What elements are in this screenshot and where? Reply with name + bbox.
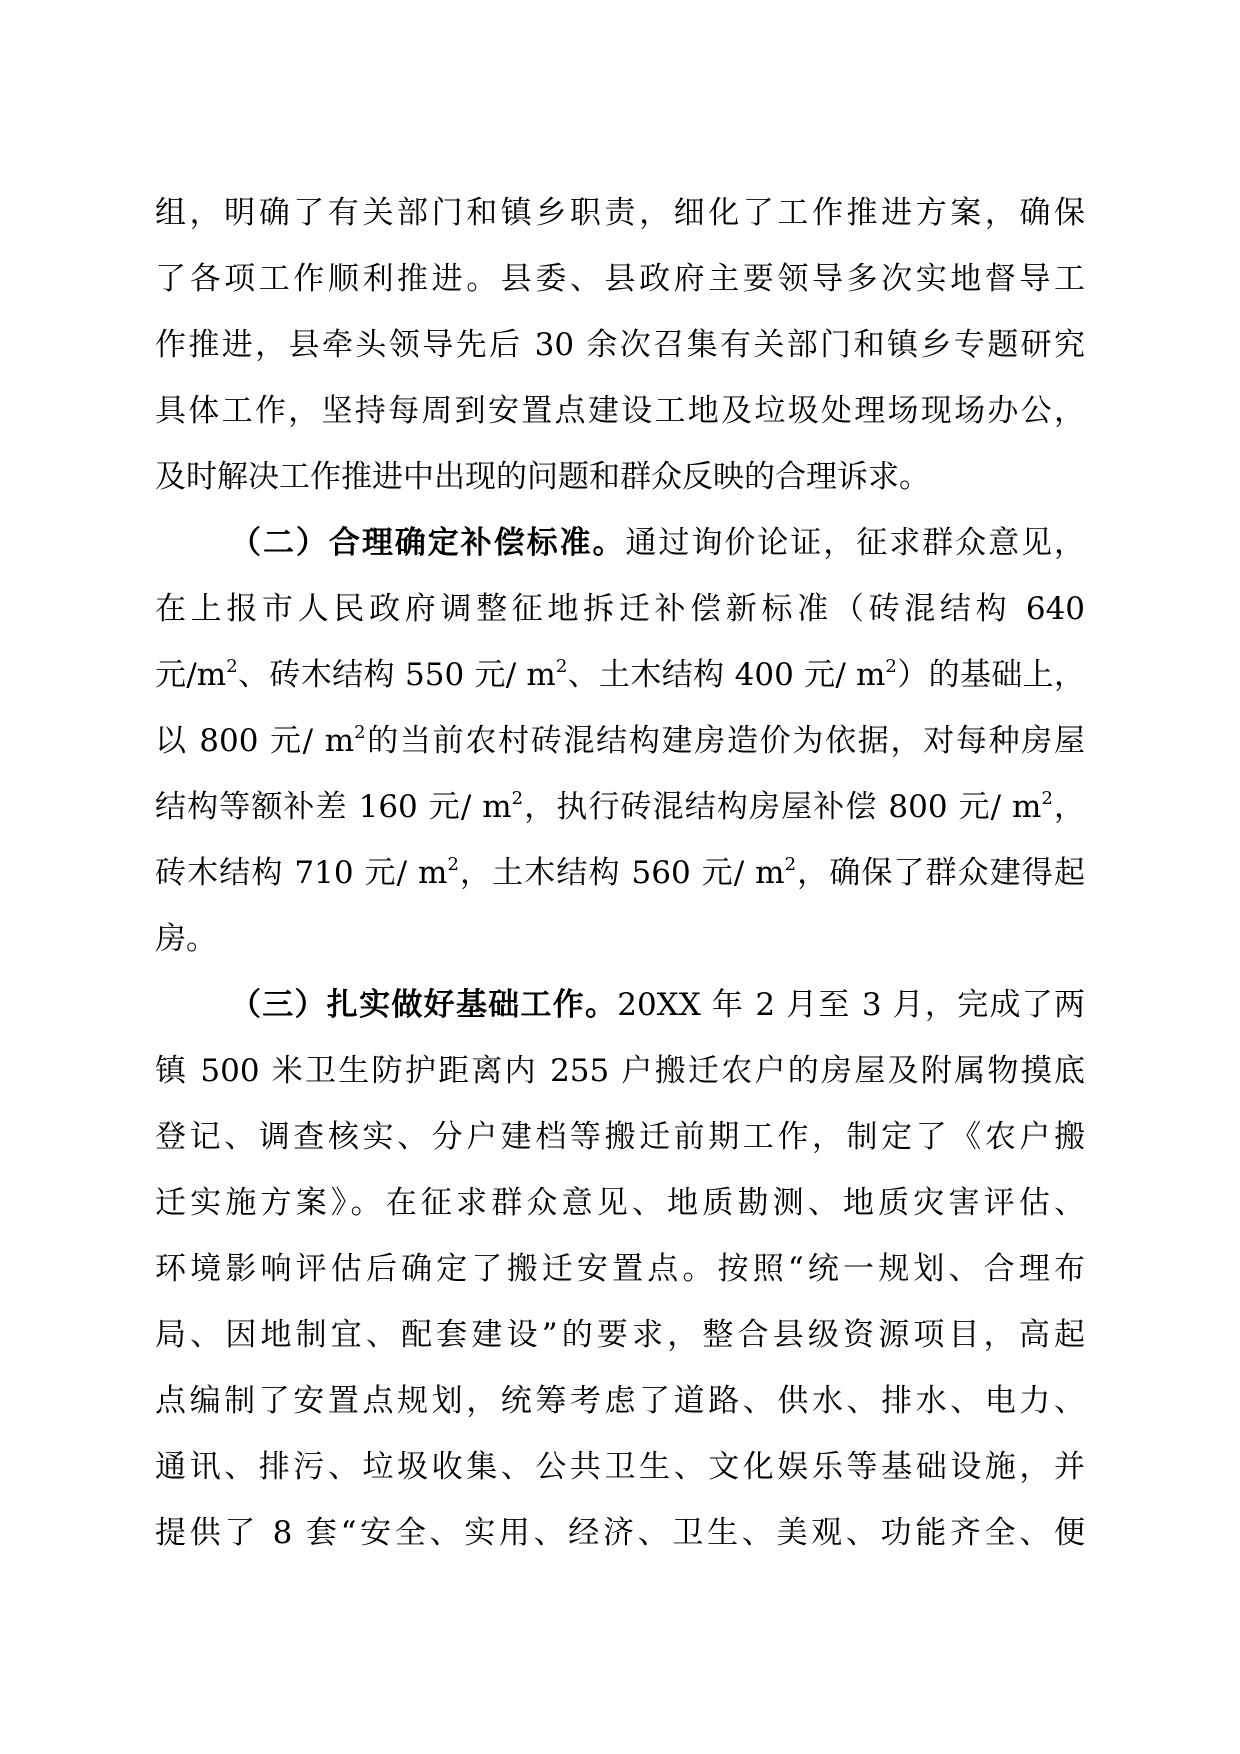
paragraph-2-line-1-text: 通过询价论证，征求群众意见， (625, 525, 1086, 561)
paragraph-3-line-3: 登记、调查核实、分户建档等搬迁前期工作，制定了《农户搬 (155, 1119, 1085, 1155)
paragraph-1-line-3: 作推进，县牵头领导先后 30 余次召集有关部门和镇乡专题研究 (155, 327, 1085, 363)
paragraph-3-line-4: 迁实施方案》。在征求群众意见、地质勘测、地质灾害评估、 (155, 1185, 1085, 1221)
paragraph-3-line-5: 环境影响评估后确定了搬迁安置点。按照“统一规划、合理布 (155, 1251, 1085, 1287)
superscript: 2 (354, 721, 366, 743)
paragraph-2-line-1 (230, 513, 1085, 573)
section-heading-3: （三）扎实做好基础工作。 (230, 987, 618, 1023)
superscript: 2 (555, 655, 568, 677)
paragraph-2-line-3 (155, 645, 1085, 705)
paragraph-1-line-5: 及时解决工作推进中出现的问题和群众反映的合理诉求。 (155, 459, 930, 495)
paragraph-3-line-7: 点编制了安置点规划，统筹考虑了道路、供水、排水、电力、 (155, 1383, 1085, 1419)
paragraph-2-line-2: 在上报市人民政府调整征地拆迁补偿新标准（砖混结构 640 (155, 591, 1085, 627)
paragraph-3-line-6: 局、因地制宜、配套建设”的要求，整合县级资源项目，高起 (155, 1317, 1085, 1353)
paragraph-2-line-6 (155, 843, 1085, 903)
superscript: 2 (1041, 787, 1053, 809)
paragraph-3-line-8: 通讯、排污、垃圾收集、公共卫生、文化娱乐等基础设施，并 (155, 1449, 1085, 1485)
paragraph-2-line-4 (155, 711, 1085, 771)
section-heading-2: （二）合理确定补偿标准。 (230, 525, 626, 561)
text-segment: ）的基础上， (896, 657, 1086, 693)
text-segment: 的当前农村砖混结构建房造价为依据，对每种房屋 (365, 723, 1086, 759)
paragraph-2-line-7: 房。 (155, 921, 217, 957)
text-segment: 元/m (155, 657, 227, 693)
text-segment: ，执行砖混结构房屋补偿 800 元/ m (523, 789, 1042, 825)
text-segment: ， (1052, 789, 1085, 825)
text-segment: 、土木结构 400 元/ m (567, 657, 886, 693)
text-segment: 、砖木结构 550 元/ m (237, 657, 556, 693)
paragraph-1-line-2: 了各项工作顺利推进。县委、县政府主要领导多次实地督导工 (155, 261, 1085, 297)
paragraph-1-line-1: 组，明确了有关部门和镇乡职责，细化了工作推进方案，确保 (155, 195, 1085, 231)
superscript: 2 (784, 853, 797, 875)
text-segment: 结构等额补差 160 元/ m (155, 789, 512, 825)
superscript: 2 (511, 787, 524, 809)
paragraph-1-line-4: 具体工作，坚持每周到安置点建设工地及垃圾处理场现场办公， (155, 393, 1085, 429)
paragraph-3-line-1-text: 20XX 年 2 月至 3 月，完成了两 (617, 987, 1085, 1023)
text-segment: ，确保了群众建得起 (796, 855, 1086, 891)
text-segment: 砖木结构 710 元/ m (155, 855, 448, 891)
text-segment: ，土木结构 560 元/ m (458, 855, 785, 891)
superscript: 2 (226, 655, 238, 677)
paragraph-3-line-9: 提供了 8 套“安全、实用、经济、卫生、美观、功能齐全、便 (155, 1515, 1085, 1551)
paragraph-3-line-1 (230, 975, 1085, 1035)
paragraph-3-line-2: 镇 500 米卫生防护距离内 255 户搬迁农户的房屋及附属物摸底 (155, 1053, 1085, 1089)
paragraph-2-line-5 (155, 777, 1085, 837)
superscript: 2 (885, 655, 897, 677)
superscript: 2 (447, 853, 459, 875)
text-segment: 以 800 元/ m (155, 723, 355, 759)
